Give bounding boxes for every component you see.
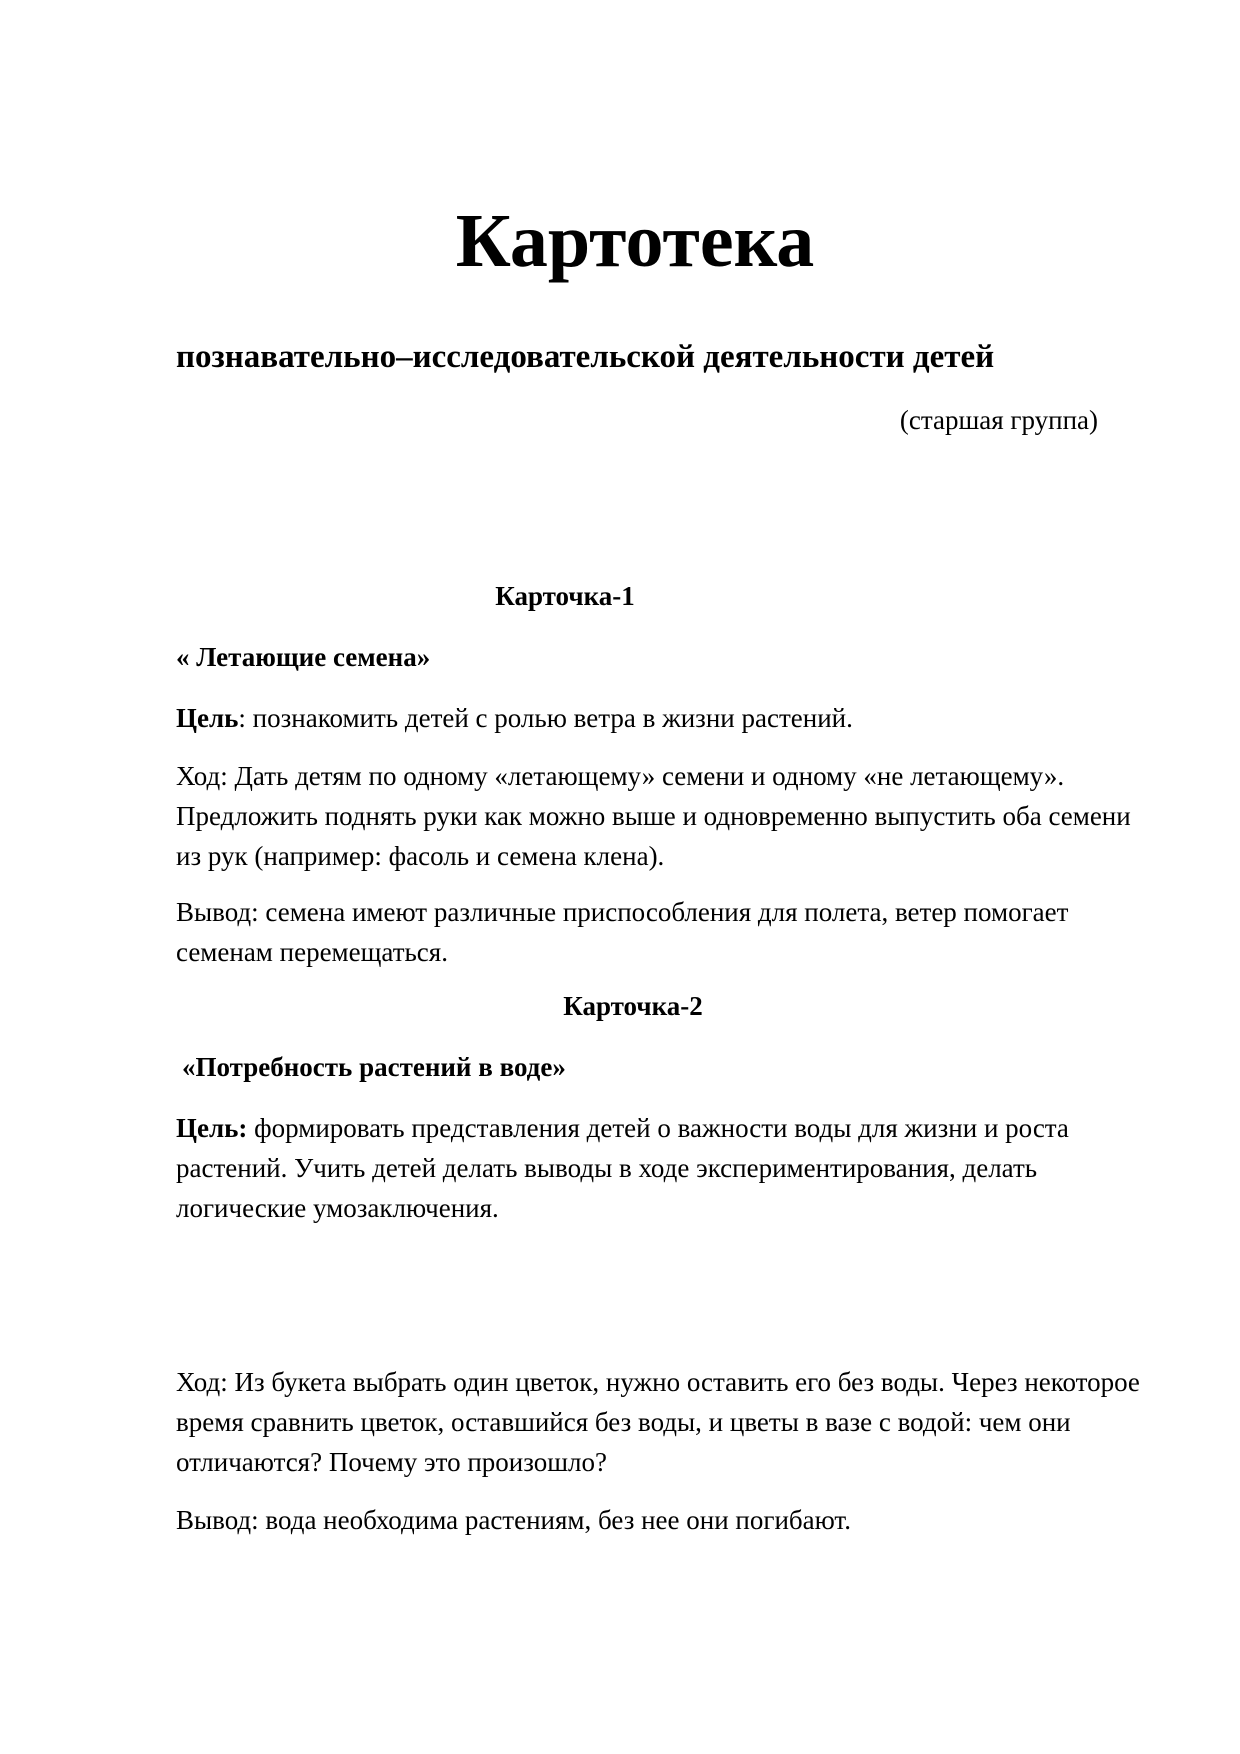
card-2-conclusion: Вывод: вода необходима растениям, без нее они погибают. <box>176 1505 851 1535</box>
card-2-heading: Карточка-2 <box>563 991 703 1021</box>
card-1-goal-text: : познакомить детей с ролью ветра в жизни растений. <box>238 703 853 733</box>
card-1-topic: « Летающие семена» <box>176 642 431 672</box>
page-title: Картотека <box>455 199 815 283</box>
card-2-goal <box>176 1108 1146 1228</box>
card-2-procedure: Ход: Из букета выбрать один цветок, нужно оставить его без воды. Через некоторое время сравнить цветок, оставшийся без воды, и цветы в вазе с водой: чем они отличаются? Почему это произошло? <box>176 1367 1140 1477</box>
card-1-goal <box>176 698 1146 738</box>
card-2-topic: «Потребность растений в воде» <box>182 1052 566 1082</box>
page-subtitle: познавательно–исследовательской деятельности детей <box>176 339 995 375</box>
card-1-procedure: Ход: Дать детям по одному «летающему» семени и одному «не летающему». Предложить поднять руки как можно выше и одновременно выпустить оба семени из рук (например: фасоль и семена клена). <box>176 761 1131 871</box>
card-1-heading: Карточка-1 <box>495 581 635 611</box>
card-2-goal-text: формировать представления детей о важности воды для жизни и роста растений. Учить детей делать выводы в ходе экспериментирования, делать логические умозаключения. <box>176 1113 1069 1223</box>
card-1-goal-label: Цель <box>176 703 239 733</box>
card-1-conclusion: Вывод: семена имеют различные приспособления для полета, ветер помогает семенам перемещаться. <box>176 897 1069 967</box>
card-2-goal-label: Цель: <box>176 1113 248 1143</box>
age-group-note: (старшая группа) <box>899 405 1098 435</box>
